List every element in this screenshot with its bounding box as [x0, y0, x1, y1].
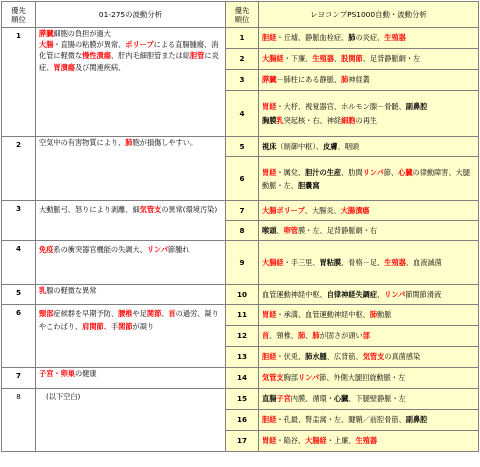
- highlight-term: ポリープ: [125, 40, 154, 50]
- highlight-term: 肺: [341, 75, 349, 85]
- bold-term: 胃粘膜: [319, 257, 342, 267]
- text-segment: 動脈: [377, 310, 392, 320]
- highlight-term: 細胞: [341, 115, 356, 125]
- highlight-term: 大腸ポリープ: [262, 205, 305, 215]
- text-segment: 、咽頭: [337, 141, 360, 151]
- bold-term: 肺: [348, 33, 356, 43]
- highlight-term: リンパ: [297, 373, 320, 383]
- highlight-term: 膵臓: [39, 29, 54, 38]
- text-segment: 、足背静脈網・左: [362, 54, 421, 64]
- right-analysis-text: [259, 91, 479, 137]
- left-analysis-text: [36, 241, 226, 285]
- right-analysis-text: [259, 347, 479, 368]
- left-priority-number: 6: [2, 305, 36, 368]
- bold-term: 皮膚: [323, 141, 338, 151]
- highlight-term: 気管支: [362, 352, 385, 362]
- text-segment: 、肋間: [341, 167, 363, 177]
- text-segment: 細胞の負担が過大: [53, 29, 111, 38]
- text-segment: 血管運動神経中枢、: [262, 289, 327, 299]
- text-segment: （制御中枢）、: [276, 141, 324, 151]
- highlight-term: 胃経: [262, 310, 277, 320]
- left-priority-number: 3: [2, 201, 36, 241]
- bold-term: 副鼻腔: [405, 415, 428, 425]
- left-analysis-text: [36, 28, 226, 137]
- analysis-table: [1, 1, 479, 452]
- right-analysis-text: [259, 28, 479, 49]
- left-analysis-text: [36, 137, 226, 201]
- text-segment: の健康: [74, 369, 97, 378]
- right-priority-number: 14: [226, 368, 259, 389]
- text-segment: 節腫れ: [167, 245, 190, 254]
- highlight-term: 生殖器: [384, 257, 406, 267]
- left-priority-number: 5: [2, 285, 36, 305]
- right-priority-number: 3: [226, 70, 259, 91]
- left-analysis-text: [36, 389, 226, 452]
- text-segment: や足: [132, 309, 147, 318]
- text-segment: 系の衝突器官機能の失調大、: [53, 245, 147, 254]
- text-segment: 胸部: [283, 373, 298, 383]
- right-analysis-text: [259, 70, 479, 91]
- right-analysis-text: [259, 389, 479, 410]
- left-analysis-text: [36, 305, 226, 368]
- priority-header-left: 優先 順位: [2, 2, 36, 28]
- highlight-term: 関節: [118, 322, 133, 331]
- right-priority-number: 16: [226, 410, 259, 431]
- highlight-term: 股関節: [341, 54, 363, 64]
- left-analysis-text: [36, 368, 226, 389]
- text-segment: 、肝内毛細胆管または総: [110, 51, 190, 61]
- right-priority-number: 4: [226, 91, 259, 137]
- left-analysis-text: [36, 201, 226, 241]
- highlight-term: 膵臓: [262, 75, 277, 85]
- text-segment: ・上廉、: [326, 436, 356, 446]
- highlight-term: 部: [362, 331, 370, 341]
- highlight-term: 免疫: [39, 245, 54, 254]
- text-segment: 症候群を早期予防、: [53, 309, 119, 318]
- text-segment: 空気中の有害物質により、: [39, 138, 126, 147]
- text-segment: 腺の軽微な異常: [46, 286, 97, 295]
- text-segment: 、: [333, 54, 342, 64]
- left-priority-number: 7: [2, 368, 36, 389]
- highlight-term: 胃経: [262, 167, 277, 177]
- right-analysis-text: [259, 241, 479, 285]
- left-priority-number: 8: [2, 389, 36, 452]
- highlight-term: 大腸潰瘍: [340, 205, 370, 215]
- highlight-term: 気管支: [262, 373, 284, 383]
- text-segment: 節、外側大腿回旋動脈・左: [319, 373, 406, 383]
- text-segment: の異常(環境汚染): [161, 205, 218, 214]
- text-segment: 神経叢: [348, 75, 370, 85]
- highlight-term: 大腸: [39, 40, 54, 50]
- highlight-term: 胆経: [262, 352, 277, 362]
- right-priority-number: 5: [226, 137, 259, 157]
- bold-term: 胆嚢窩: [297, 180, 320, 190]
- bold-term: 副鼻腔: [405, 101, 428, 111]
- right-analysis-text: [259, 368, 479, 389]
- right-priority-number: 6: [226, 157, 259, 201]
- highlight-term: 胆管: [189, 51, 205, 61]
- text-segment: ・直腸の粘膜が異常、: [53, 40, 126, 50]
- left-analysis-text: [36, 285, 226, 305]
- right-analysis-text: [259, 326, 479, 347]
- highlight-term: 関節: [146, 309, 162, 318]
- text-segment: の過労、凝りやこわばり、: [39, 309, 219, 331]
- text-segment: ・陥谷、: [276, 436, 306, 446]
- right-priority-number: 8: [226, 221, 259, 241]
- highlight-term: 子宮: [276, 394, 291, 404]
- text-segment: ・丘墟、静脈血栓症、: [276, 33, 349, 43]
- text-segment: －肺柱にある静脈、: [276, 75, 342, 85]
- bold-term: 自律神経失調症: [326, 289, 378, 299]
- highlight-term: 生殖器: [312, 54, 334, 64]
- text-segment: 、: [305, 331, 313, 341]
- text-segment: (以下空白): [46, 392, 81, 401]
- highlight-term: 慢性潰瘍: [82, 51, 111, 61]
- highlight-term: 腰椎: [118, 309, 133, 318]
- right-priority-number: 9: [226, 241, 259, 285]
- text-segment: に炎症、: [39, 51, 219, 72]
- text-segment: 節関節滑液: [405, 289, 442, 299]
- right-title-header: レヨコンプPS1000自動・波動分析: [259, 2, 479, 28]
- text-segment: 、: [276, 225, 284, 235]
- text-segment: 、頸椎、: [269, 331, 298, 341]
- text-segment: ・大杼、視覚器官、ホルモン腺－骨髄、: [276, 101, 406, 111]
- text-segment: 、: [377, 289, 385, 299]
- text-segment: の再生: [355, 115, 378, 125]
- text-segment: ・承満、血管運動神経中枢、: [276, 310, 370, 320]
- highlight-term: 子宮・卵巣: [39, 369, 75, 378]
- text-segment: 大動脈弓、怒りにより剥離、細: [39, 205, 140, 214]
- right-analysis-text: [259, 431, 479, 452]
- text-segment: による直腸腫瘍、消化管に軽微な: [39, 40, 219, 61]
- highlight-term: 肩関節: [82, 322, 104, 331]
- highlight-term: 生殖器: [355, 436, 378, 446]
- highlight-term: 首: [262, 331, 270, 341]
- right-priority-number: 17: [226, 431, 259, 452]
- highlight-term: 肺: [297, 331, 306, 341]
- left-title-header: 01-275の波動分析: [36, 2, 226, 28]
- left-priority-number: 1: [2, 28, 36, 137]
- text-segment: が凝り: [132, 322, 155, 331]
- left-priority-number: 2: [2, 137, 36, 201]
- highlight-term: 胆経: [262, 415, 277, 425]
- right-analysis-text: [259, 201, 479, 221]
- text-segment: 、: [161, 309, 169, 318]
- text-segment: ・手三里、: [283, 257, 320, 267]
- text-segment: 、大腸炎、: [304, 205, 341, 215]
- right-analysis-text: [259, 305, 479, 326]
- highlight-term: 首: [168, 309, 176, 318]
- bold-term: 喉頭: [262, 225, 277, 235]
- right-priority-number: 13: [226, 347, 259, 368]
- right-analysis-text: [259, 157, 479, 201]
- text-segment: 、骨格－足、: [341, 257, 385, 267]
- text-segment: 、血液滅菌: [405, 257, 442, 267]
- bold-term: 肺水腫: [305, 352, 327, 362]
- highlight-term: 胆経: [262, 33, 277, 43]
- right-priority-number: 10: [226, 285, 259, 305]
- right-priority-number: 15: [226, 389, 259, 410]
- highlight-term: 大腸経: [262, 54, 284, 64]
- text-segment: の真菌感染: [384, 352, 421, 362]
- bold-term: 心臓: [333, 394, 349, 404]
- bold-term: 胸膜: [262, 115, 277, 125]
- text-segment: ・孔最、腎盂窩・左、腱鞘／前腔骨筋、: [276, 415, 406, 425]
- right-analysis-text: [259, 410, 479, 431]
- right-analysis-text: [259, 285, 479, 305]
- highlight-term: 大腸経: [305, 436, 327, 446]
- right-priority-number: 7: [226, 201, 259, 221]
- right-analysis-text: [259, 137, 479, 157]
- right-priority-number: 1: [226, 28, 259, 49]
- right-priority-number: 12: [226, 326, 259, 347]
- text-segment: ・厲兌、: [276, 167, 306, 177]
- highlight-term: 胃潰瘍: [53, 62, 75, 72]
- text-segment: 胞が損傷しやすい。: [132, 138, 198, 147]
- right-priority-number: 2: [226, 49, 259, 70]
- highlight-term: 肺: [312, 331, 320, 341]
- text-segment: 膜・左、足背静脈網・右: [297, 225, 378, 235]
- priority-header-right: 優先 順位: [226, 2, 259, 28]
- text-segment: 突起核・右、神経: [283, 115, 342, 125]
- text-segment: 、手: [103, 322, 119, 331]
- text-segment: の律動障害、大腿動脈・左、: [262, 167, 471, 190]
- highlight-term: 卵管: [283, 225, 298, 235]
- right-analysis-text: [259, 49, 479, 70]
- text-segment: が固さが頭い: [319, 331, 363, 341]
- left-priority-number: 4: [2, 241, 36, 285]
- text-segment: 節、: [383, 167, 399, 177]
- highlight-term: 乳: [276, 115, 284, 125]
- highlight-term: リンパ: [362, 167, 384, 177]
- text-segment: の炎症、: [355, 33, 385, 43]
- bold-term: 胆汁の生産: [305, 167, 342, 177]
- highlight-term: 生殖器: [384, 33, 406, 43]
- highlight-term: リンパ: [384, 289, 406, 299]
- highlight-term: 気管支: [139, 205, 162, 214]
- highlight-term: 心臓: [398, 167, 413, 177]
- right-analysis-text: [259, 221, 479, 241]
- bold-term: 直腸: [262, 394, 277, 404]
- text-segment: 、下腿壁静脈・左: [348, 394, 406, 404]
- highlight-term: 肺: [125, 138, 133, 147]
- text-segment: ・伏兎、: [276, 352, 306, 362]
- highlight-term: 胃経: [262, 101, 277, 111]
- text-segment: 及び関連疾病、: [74, 62, 126, 72]
- highlight-term: 大腸経: [262, 257, 284, 267]
- text-segment: 内膜、循環・: [290, 394, 334, 404]
- highlight-term: 乳: [39, 286, 47, 295]
- highlight-term: 胃経: [262, 436, 277, 446]
- text-segment: 、広背筋、: [326, 352, 363, 362]
- highlight-term: 肺: [369, 310, 378, 320]
- right-priority-number: 11: [226, 305, 259, 326]
- highlight-term: 頸部: [39, 309, 54, 318]
- highlight-term: リンパ: [146, 245, 168, 254]
- bold-term: 視床: [262, 141, 277, 151]
- text-segment: ・下廉、: [283, 54, 313, 64]
